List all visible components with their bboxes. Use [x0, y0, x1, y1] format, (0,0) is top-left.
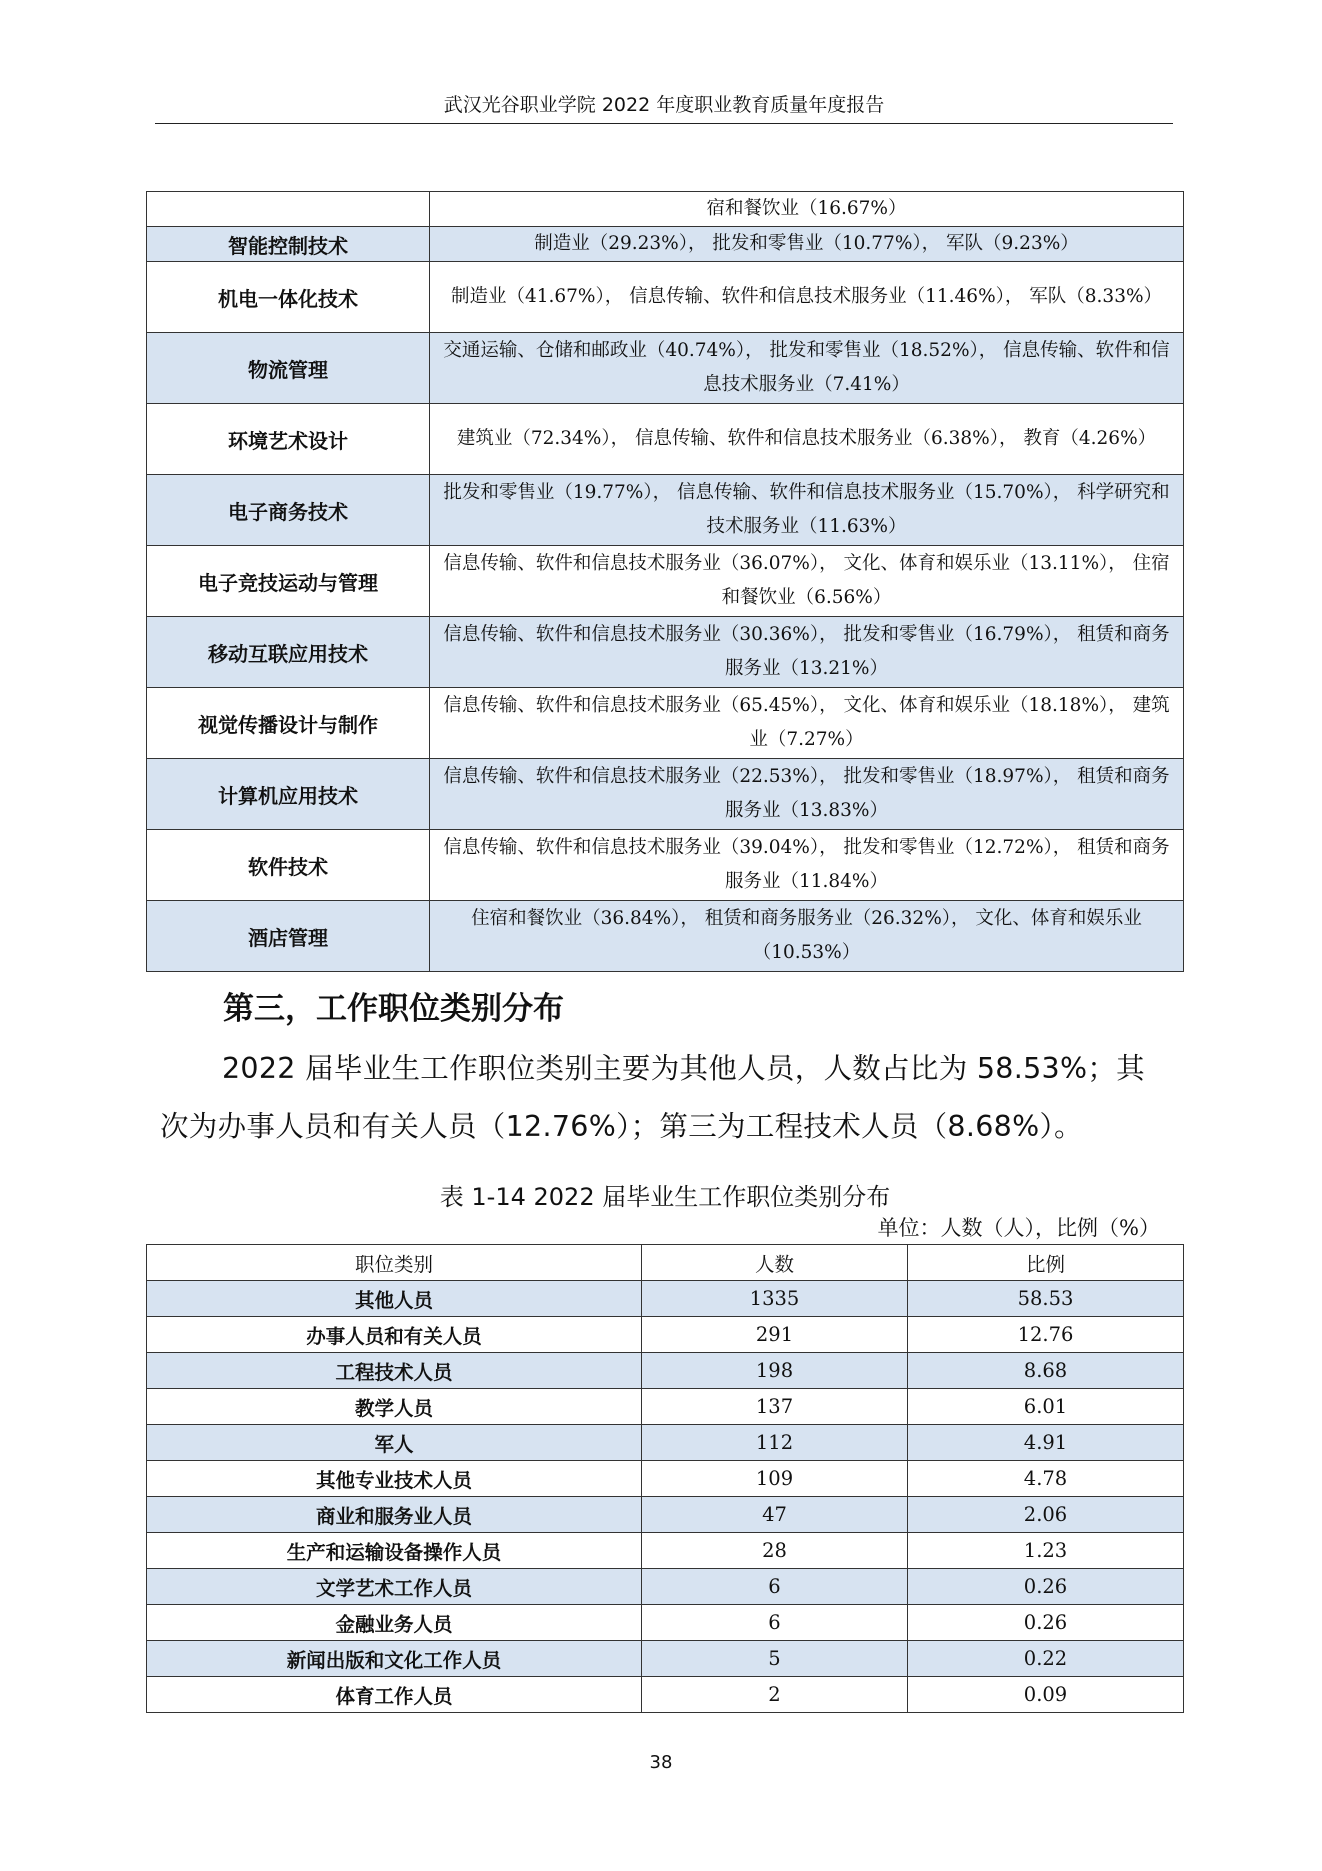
count-cell: 47: [642, 1497, 908, 1533]
ratio-cell: 0.09: [908, 1677, 1184, 1713]
position-cell: 其他专业技术人员: [147, 1461, 642, 1497]
major-cell: 智能控制技术: [147, 227, 430, 262]
count-cell: 2: [642, 1677, 908, 1713]
position-cell: 办事人员和有关人员: [147, 1317, 642, 1353]
industry-distribution-table: [146, 191, 1184, 972]
table-row: [147, 759, 1184, 830]
industry-cell: 制造业（29.23%）， 批发和零售业（10.77%）， 军队（9.23%）: [430, 227, 1184, 262]
major-cell: 环境艺术设计: [147, 404, 430, 475]
ratio-cell: 12.76: [908, 1317, 1184, 1353]
position-cell: 商业和服务业人员: [147, 1497, 642, 1533]
ratio-cell: 4.91: [908, 1425, 1184, 1461]
industry-cell: 信息传输、软件和信息技术服务业（30.36%）， 批发和零售业（16.79%）， 租赁和商务服务业（13.21%）: [430, 617, 1184, 688]
major-cell: 物流管理: [147, 333, 430, 404]
ratio-cell: 0.26: [908, 1569, 1184, 1605]
header-divider: [155, 123, 1173, 124]
page-header-title: 武汉光谷职业学院 2022 年度职业教育质量年度报告: [443, 94, 885, 116]
ratio-cell: 1.23: [908, 1533, 1184, 1569]
count-cell: 6: [642, 1605, 908, 1641]
table-unit-note: 单位：人数（人），比例（%）: [877, 1216, 1160, 1240]
count-cell: 5: [642, 1641, 908, 1677]
major-cell: 计算机应用技术: [147, 759, 430, 830]
table-row: [147, 1677, 1184, 1713]
table-row: [147, 830, 1184, 901]
table-row: [147, 1353, 1184, 1389]
major-cell: 电子商务技术: [147, 475, 430, 546]
column-header: 人数: [642, 1245, 908, 1281]
table-row: [147, 1389, 1184, 1425]
count-cell: 137: [642, 1389, 908, 1425]
industry-cell: 信息传输、软件和信息技术服务业（39.04%）， 批发和零售业（12.72%）， 租赁和商务服务业（11.84%）: [430, 830, 1184, 901]
count-cell: 6: [642, 1569, 908, 1605]
count-cell: 112: [642, 1425, 908, 1461]
count-cell: 291: [642, 1317, 908, 1353]
table-row: [147, 546, 1184, 617]
count-cell: 109: [642, 1461, 908, 1497]
ratio-cell: 0.26: [908, 1605, 1184, 1641]
ratio-cell: 2.06: [908, 1497, 1184, 1533]
table-row: [147, 192, 1184, 227]
count-cell: 198: [642, 1353, 908, 1389]
ratio-cell: 8.68: [908, 1353, 1184, 1389]
major-cell: 移动互联应用技术: [147, 617, 430, 688]
table-row: [147, 475, 1184, 546]
industry-cell: 住宿和餐饮业（36.84%）， 租赁和商务服务业（26.32%）， 文化、体育和娱乐业（10.53%）: [430, 901, 1184, 972]
ratio-cell: 0.22: [908, 1641, 1184, 1677]
ratio-cell: 58.53: [908, 1281, 1184, 1317]
industry-cell: 交通运输、仓储和邮政业（40.74%）， 批发和零售业（18.52%）， 信息传输、软件和信息技术服务业（7.41%）: [430, 333, 1184, 404]
page-number: 38: [649, 1752, 673, 1773]
table-row: [147, 404, 1184, 475]
table-row: [147, 1605, 1184, 1641]
major-cell: 电子竞技运动与管理: [147, 546, 430, 617]
table-caption: 表 1-14 2022 届毕业生工作职位类别分布: [439, 1183, 891, 1211]
ratio-cell: 4.78: [908, 1461, 1184, 1497]
position-cell: 新闻出版和文化工作人员: [147, 1641, 642, 1677]
major-cell: 酒店管理: [147, 901, 430, 972]
table-row: [147, 1641, 1184, 1677]
position-category-table: [146, 1244, 1184, 1713]
table-row: [147, 1497, 1184, 1533]
section-heading: 第三，工作职位类别分布: [223, 991, 564, 1027]
table-row: [147, 1533, 1184, 1569]
table-row: [147, 1569, 1184, 1605]
major-cell: [147, 192, 430, 227]
table-row: [147, 262, 1184, 333]
position-cell: 文学艺术工作人员: [147, 1569, 642, 1605]
industry-cell: 批发和零售业（19.77%）， 信息传输、软件和信息技术服务业（15.70%）， 科学研究和技术服务业（11.63%）: [430, 475, 1184, 546]
table-row: [147, 1425, 1184, 1461]
table-row: [147, 1317, 1184, 1353]
column-header: 比例: [908, 1245, 1184, 1281]
table-row: [147, 333, 1184, 404]
table-row: [147, 1461, 1184, 1497]
industry-cell: 宿和餐饮业（16.67%）: [430, 192, 1184, 227]
ratio-cell: 6.01: [908, 1389, 1184, 1425]
table-row: [147, 617, 1184, 688]
position-cell: 生产和运输设备操作人员: [147, 1533, 642, 1569]
position-cell: 军人: [147, 1425, 642, 1461]
count-cell: 1335: [642, 1281, 908, 1317]
industry-cell: 信息传输、软件和信息技术服务业（22.53%）， 批发和零售业（18.97%）， 租赁和商务服务业（13.83%）: [430, 759, 1184, 830]
position-cell: 体育工作人员: [147, 1677, 642, 1713]
industry-cell: 信息传输、软件和信息技术服务业（36.07%）， 文化、体育和娱乐业（13.11%）， 住宿和餐饮业（6.56%）: [430, 546, 1184, 617]
table-row: [147, 1281, 1184, 1317]
table-header-row: [147, 1245, 1184, 1281]
position-cell: 其他人员: [147, 1281, 642, 1317]
table-row: [147, 227, 1184, 262]
count-cell: 28: [642, 1533, 908, 1569]
table-row: [147, 901, 1184, 972]
major-cell: 机电一体化技术: [147, 262, 430, 333]
major-cell: 视觉传播设计与制作: [147, 688, 430, 759]
body-paragraph: 2022 届毕业生工作职位类别主要为其他人员，人数占比为 58.53%；其次为办事人员和有关人员（12.76%）；第三为工程技术人员（8.68%）。: [160, 1052, 1145, 1143]
position-cell: 工程技术人员: [147, 1353, 642, 1389]
industry-cell: 制造业（41.67%）， 信息传输、软件和信息技术服务业（11.46%）， 军队（8.33%）: [430, 262, 1184, 333]
industry-cell: 建筑业（72.34%）， 信息传输、软件和信息技术服务业（6.38%）， 教育（4.26%）: [430, 404, 1184, 475]
table-row: [147, 688, 1184, 759]
position-cell: 教学人员: [147, 1389, 642, 1425]
position-cell: 金融业务人员: [147, 1605, 642, 1641]
industry-cell: 信息传输、软件和信息技术服务业（65.45%）， 文化、体育和娱乐业（18.18%）， 建筑业（7.27%）: [430, 688, 1184, 759]
major-cell: 软件技术: [147, 830, 430, 901]
column-header: 职位类别: [147, 1245, 642, 1281]
